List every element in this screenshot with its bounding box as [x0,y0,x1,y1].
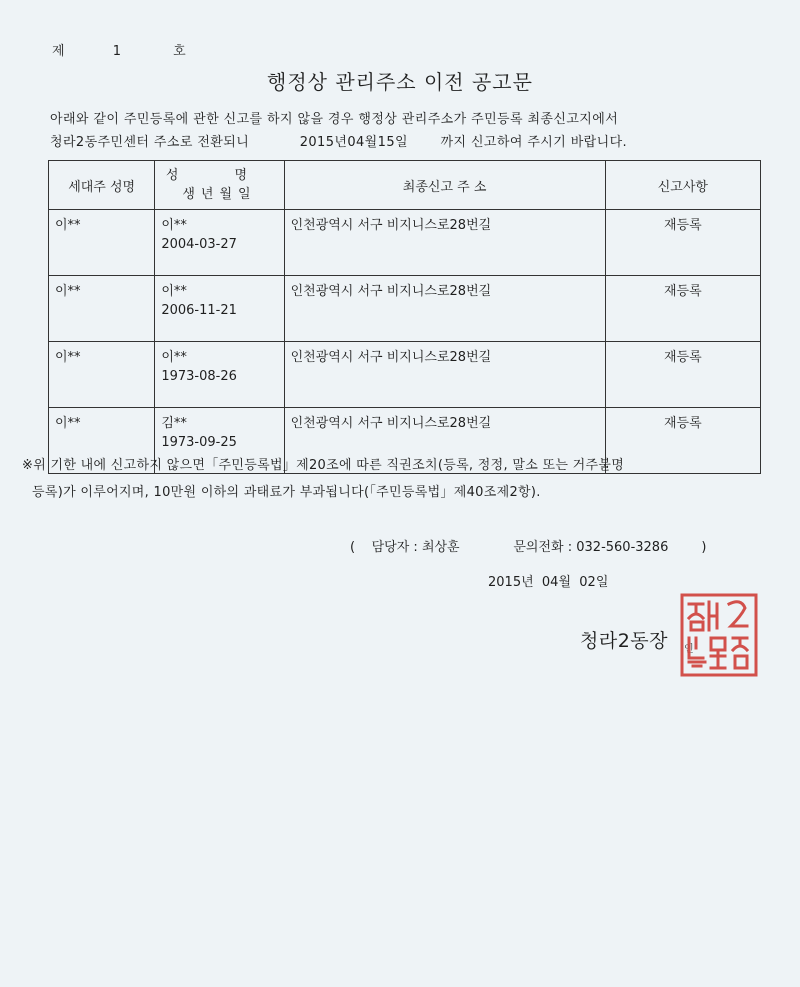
manager-name: 최상훈 [421,540,460,555]
cell-name: 이** [161,350,187,365]
table-row [49,342,761,408]
cell-report: 재등록 [605,408,760,474]
cell-head-name: 이** [49,342,155,408]
cell-name: 김** [161,416,187,431]
header-head-name: 세대주 성명 [49,161,155,210]
table-header-row [49,161,761,210]
table-row [49,210,761,276]
cell-name-birth [155,276,284,342]
issuer-name: 청라2동장 [580,630,669,652]
footnote-line-2: 등록)가 이루어지며, 10만원 이하의 과태료가 부과됩니다(「주민등록법」제40조제2항). [32,485,541,500]
doc-number-suffix: 호 [173,44,187,59]
cell-address: 인천광역시 서구 비지니스로28번길 [284,342,605,408]
cell-name: 이** [161,218,187,233]
cell-head-name: 이** [49,276,155,342]
legal-footnote [22,452,782,506]
cell-birth: 1973-09-25 [161,435,237,450]
header-address: 최종신고 주 소 [284,161,605,210]
notice-intro [50,108,750,154]
contact-info [350,536,706,555]
cell-address: 인천광역시 서구 비지니스로28번길 [284,210,605,276]
header-name: 성 명 [165,168,274,183]
cell-head-name: 이** [49,210,155,276]
intro-line-2-start: 청라2동주민센터 주소로 전환되니 [50,135,250,150]
doc-number-prefix: 제 [52,44,66,59]
cell-address: 인천광역시 서구 비지니스로28번길 [284,276,605,342]
cell-name-birth [155,210,284,276]
issue-date: 2015년 04월 02일 [488,575,609,590]
issuer-mark: 인 [684,644,694,655]
footnote-line-1: ※위 기한 내에 신고하지 않으면「주민등록법」제20조에 따른 직권조치(등록, 정정, 말소 또는 거주불명 [22,458,625,473]
notice-title: 행정상 관리주소 이전 공고문 [267,70,533,94]
deadline-date: 2015년04월15일 [299,135,408,150]
cell-report: 재등록 [605,276,760,342]
phone-number: 032-560-3286 [576,540,669,555]
contact-close-paren: ) [701,540,707,555]
cell-name-birth [155,342,284,408]
cell-address: 인천광역시 서구 비지니스로28번길 [284,408,605,474]
header-name-birth [155,161,284,210]
phone-label: 문의전화 : [513,540,573,555]
intro-line-2-end: 까지 신고하여 주시기 바랍니다. [440,135,628,150]
table-row [49,276,761,342]
cell-report: 재등록 [605,210,760,276]
contact-open-paren: ( [350,540,356,555]
intro-line-2 [50,131,750,154]
document-number [52,40,187,59]
header-birth: 생년월일 [182,187,257,202]
cell-name: 이** [161,284,187,299]
manager-label: 담당자 : [371,540,418,555]
cell-birth: 2006-11-21 [161,303,237,318]
intro-line-1: 아래와 같이 주민등록에 관한 신고를 하지 않을 경우 행정상 관리주소가 주민등록 최종신고지에서 [50,112,619,127]
notice-table [48,160,761,474]
official-seal-stamp [679,592,759,678]
cell-report: 재등록 [605,342,760,408]
doc-number-value: 1 [112,44,122,59]
cell-birth: 2004-03-27 [161,237,237,252]
cell-head-name: 이** [49,408,155,474]
cell-birth: 1973-08-26 [161,369,237,384]
header-report: 신고사항 [605,161,760,210]
